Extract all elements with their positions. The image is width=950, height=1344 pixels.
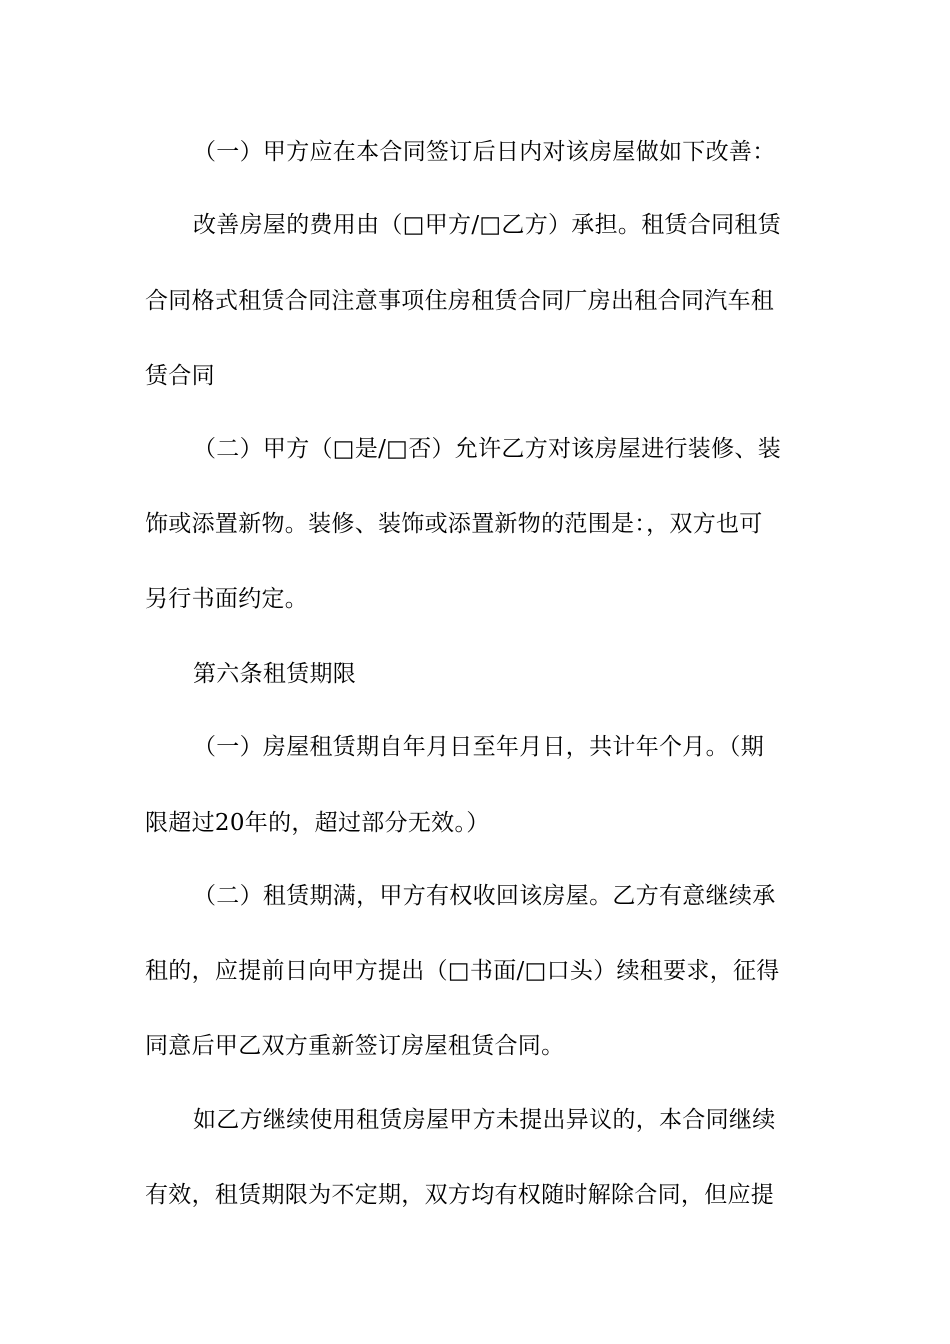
paragraph-line: 如乙方继续使用租赁房屋甲方未提出异议的，本合同继续 <box>193 1107 776 1133</box>
paragraph-line: 限超过20年的，超过部分无效。） <box>145 810 490 836</box>
paragraph-line: 另行书面约定。 <box>145 586 309 612</box>
paragraph-line: 改善房屋的费用由（□甲方/□乙方）承担。租赁合同租赁 <box>193 212 782 238</box>
paragraph-line: 租的，应提前日向甲方提出（□书面/□口头）续租要求，征得 <box>145 958 780 984</box>
paragraph-line: （一）房屋租赁期自年月日至年月日，共计年个月。（期 <box>193 734 764 760</box>
section-heading: 第六条租赁期限 <box>193 661 357 687</box>
paragraph-line: （二）甲方（□是/□否）允许乙方对该房屋进行装修、装 <box>193 436 782 462</box>
paragraph-line: 同意后甲乙双方重新签订房屋租赁合同。 <box>145 1033 565 1059</box>
paragraph-line: 饰或添置新物。装修、装饰或添置新物的范围是：，双方也可 <box>145 511 763 537</box>
paragraph-line: 有效，租赁期限为不定期，双方均有权随时解除合同，但应提 <box>145 1182 775 1208</box>
paragraph-line: 合同格式租赁合同注意事项住房租赁合同厂房出租合同汽车租 <box>145 288 775 314</box>
paragraph-line: 赁合同 <box>145 363 215 389</box>
paragraph-line: （一）甲方应在本合同签订后日内对该房屋做如下改善： <box>193 139 776 165</box>
paragraph-line: （二）租赁期满，甲方有权收回该房屋。乙方有意继续承 <box>193 883 776 909</box>
